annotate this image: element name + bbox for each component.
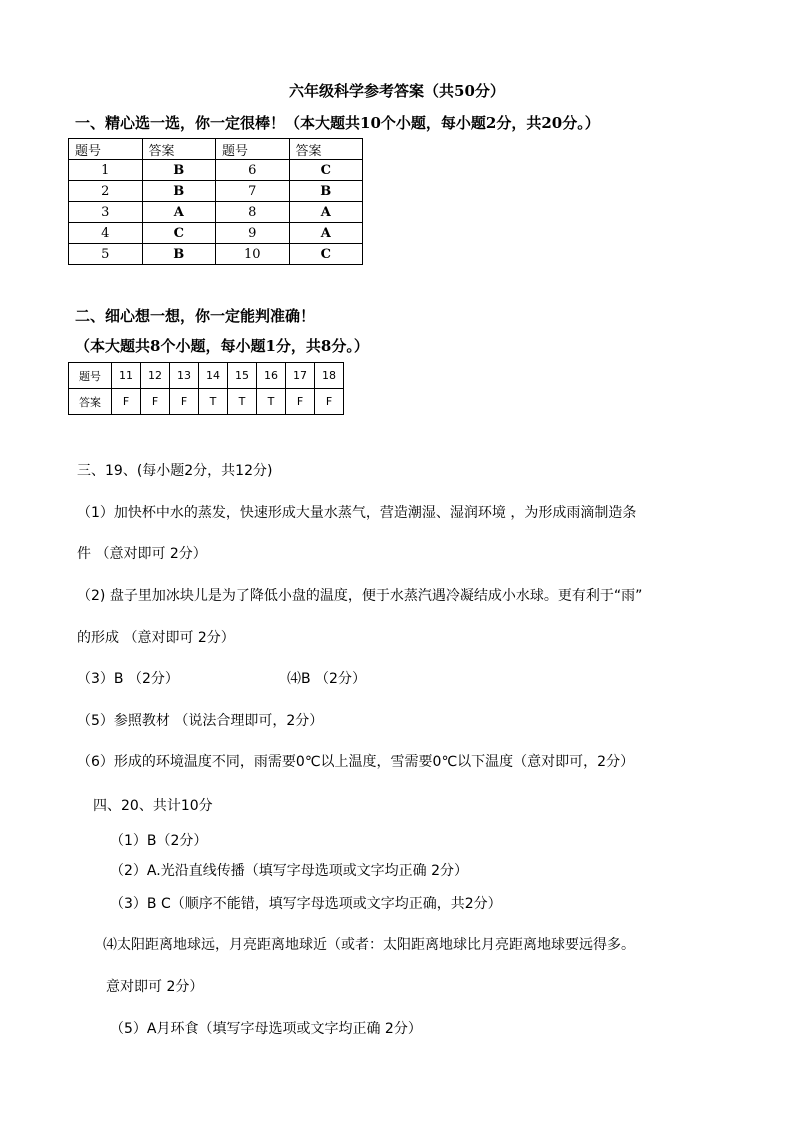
answer-cell: T [257, 389, 286, 415]
answer-cell: A [142, 202, 216, 223]
section4-item2: （2）A.光沿直线传播（填写字母选项或文字均正确 2分） [110, 863, 469, 879]
answer-cell: B [142, 181, 216, 202]
header-cell: 答案 [289, 139, 363, 160]
question-number: 17 [286, 363, 315, 389]
question-number: 2 [69, 181, 143, 202]
section2-subheading: （本大题共8个小题，每小题1分，共8分。） [75, 337, 369, 355]
answer-cell: T [228, 389, 257, 415]
question-number: 14 [199, 363, 228, 389]
section4-item4-line2: 意对即可 2分） [106, 979, 204, 995]
answer-cell: B [289, 181, 363, 202]
question-number: 9 [216, 223, 290, 244]
answer-cell: C [142, 223, 216, 244]
answer-cell: F [315, 389, 344, 415]
table-row [69, 389, 344, 415]
header-cell: 题号 [69, 139, 143, 160]
question-number: 6 [216, 160, 290, 181]
table-row [69, 160, 363, 181]
section3-item1-line1: （1）加快杯中水的蒸发，快速形成大量水蒸气，营造潮湿、湿润环境 ，为形成雨滴制造条 [77, 505, 637, 521]
header-cell: 答案 [142, 139, 216, 160]
section2-answer-table [68, 362, 344, 415]
question-number: 18 [315, 363, 344, 389]
page-title: 六年级科学参考答案（共50分） [289, 82, 505, 100]
section1-heading: 一、精心选一选，你一定很棒！（本大题共10个小题，每小题2分，共20分。） [75, 114, 600, 132]
question-number: 1 [69, 160, 143, 181]
question-number: 5 [69, 244, 143, 265]
table-row [69, 244, 363, 265]
answer-cell: C [289, 160, 363, 181]
question-number: 12 [141, 363, 170, 389]
section3-heading: 三、19、(每小题2分，共12分) [77, 463, 273, 479]
section3-item2-line1: （2) 盘子里加冰块儿是为了降低小盘的温度，便于水蒸汽遇冷凝结成小水球。更有利于“雨” [77, 588, 643, 604]
question-number: 10 [216, 244, 290, 265]
answer-cell: A [289, 223, 363, 244]
answer-cell: A [289, 202, 363, 223]
answer-cell: F [286, 389, 315, 415]
section4-heading: 四、20、共计10分 [93, 798, 213, 814]
question-number: 4 [69, 223, 143, 244]
table-row [69, 223, 363, 244]
section4-item5: （5）A月环食（填写字母选项或文字均正确 2分） [110, 1021, 422, 1037]
row-label: 答案 [69, 389, 112, 415]
section4-item3: （3）B C（顺序不能错，填写字母选项或文字均正确，共2分） [110, 896, 502, 912]
question-number: 11 [112, 363, 141, 389]
question-number: 15 [228, 363, 257, 389]
answer-cell: B [142, 160, 216, 181]
question-number: 8 [216, 202, 290, 223]
section3-item1-line2: 件 （意对即可 2分） [77, 546, 207, 562]
table-row [69, 181, 363, 202]
answer-cell: F [170, 389, 199, 415]
section3-item3: （3）B （2分） [77, 671, 179, 687]
answer-cell: C [289, 244, 363, 265]
section3-item6: （6）形成的环境温度不同，雨需要0℃以上温度，雪需要0℃以下温度（意对即可，2分） [77, 754, 635, 770]
section3-item5: （5）参照教材 （说法合理即可，2分） [77, 713, 324, 729]
section4-item1: （1）B（2分） [110, 833, 208, 849]
answer-cell: F [141, 389, 170, 415]
question-number: 16 [257, 363, 286, 389]
row-label: 题号 [69, 363, 112, 389]
answer-cell: B [142, 244, 216, 265]
question-number: 7 [216, 181, 290, 202]
section3-item2-line2: 的形成 （意对即可 2分） [77, 630, 235, 646]
header-cell: 题号 [216, 139, 290, 160]
answer-cell: F [112, 389, 141, 415]
section3-item4: ⑷B （2分） [287, 671, 366, 687]
answer-cell: T [199, 389, 228, 415]
section4-item4-line1: ⑷太阳距离地球远，月亮距离地球近（或者：太阳距离地球比月亮距离地球要远得多。 [103, 937, 635, 953]
table-row [69, 202, 363, 223]
table-header-row [69, 139, 363, 160]
table-row [69, 363, 344, 389]
section1-answer-table [68, 138, 363, 265]
question-number: 13 [170, 363, 199, 389]
section2-heading: 二、细心想一想，你一定能判准确！ [75, 307, 316, 325]
question-number: 3 [69, 202, 143, 223]
